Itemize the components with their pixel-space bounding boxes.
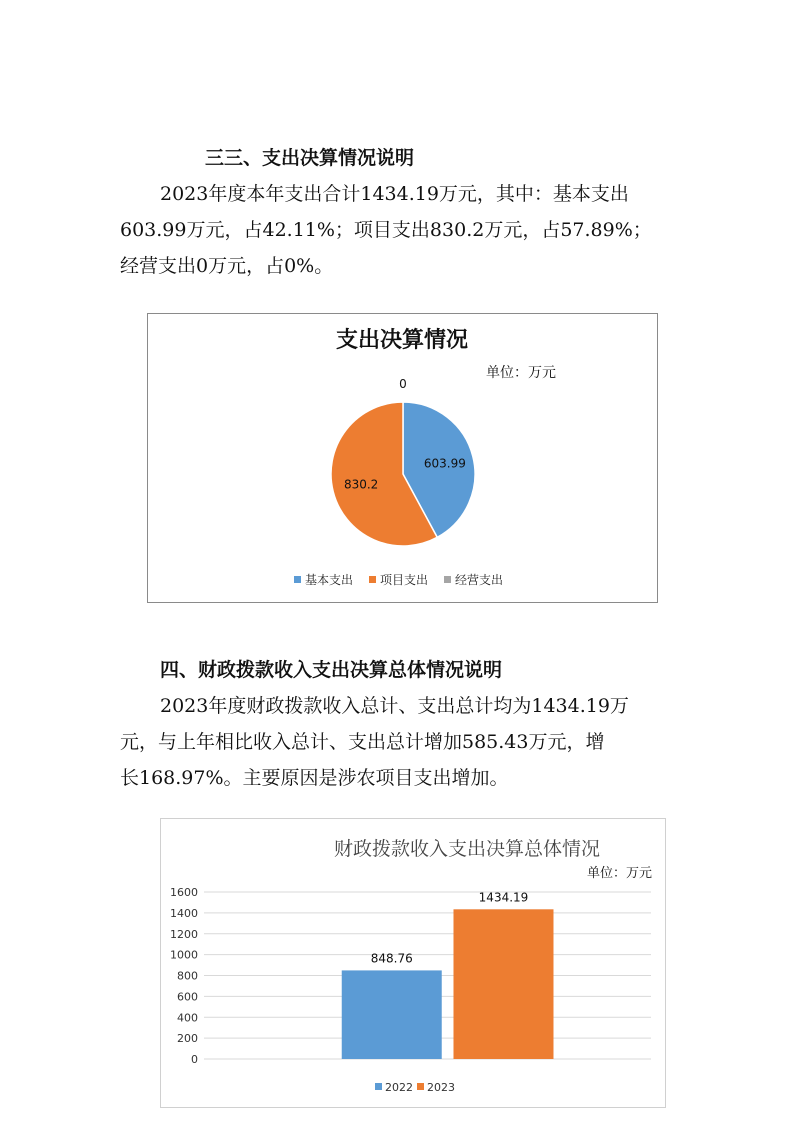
- paragraph-line: 603.99万元，占42.11%；项目支出830.2万元，占57.89%；: [120, 219, 652, 241]
- legend-swatch: [369, 576, 376, 583]
- y-tick-label: 1600: [170, 886, 198, 899]
- bar-chart-unit: 单位：万元: [587, 866, 653, 881]
- y-tick-label: 400: [177, 1011, 198, 1025]
- y-tick-label: 800: [177, 969, 198, 983]
- bar-chart-container: [160, 818, 666, 1108]
- pie-chart-container: [147, 313, 658, 603]
- paragraph-line: 元，与上年相比收入总计、支出总计增加585.43万元，增: [120, 731, 605, 753]
- section-heading-expenditure: 三三、支出决算情况说明: [205, 147, 415, 169]
- legend-label: 项目支出: [380, 573, 429, 587]
- pie-chart-title: 支出决算情况: [335, 328, 469, 353]
- y-tick-label: 1400: [170, 906, 198, 920]
- pie-data-label: 830.2: [343, 477, 379, 492]
- y-tick-label: 600: [177, 990, 198, 1004]
- legend-swatch: [444, 576, 451, 583]
- bar-data-label: 848.76: [370, 951, 413, 966]
- y-tick-label: 1000: [170, 948, 198, 962]
- section-heading-fiscal: 四、财政拨款收入支出决算总体情况说明: [160, 659, 503, 681]
- legend-label: 2023: [427, 1081, 455, 1094]
- paragraph-line: 2023年度本年支出合计1434.19万元，其中：基本支出: [160, 183, 629, 205]
- bar-chart: [161, 819, 665, 1107]
- y-tick-label: 0: [191, 1053, 198, 1066]
- bar-chart-title: 财政拨款收入支出决算总体情况: [333, 838, 601, 860]
- legend-swatch: [294, 576, 301, 583]
- y-tick-label: 1200: [170, 927, 198, 941]
- legend-swatch: [375, 1083, 382, 1090]
- bar-data-label: 1434.19: [478, 890, 529, 905]
- legend-label: 经营支出: [455, 573, 504, 587]
- bar-2022: [342, 970, 442, 1059]
- pie-data-label: 603.99: [423, 456, 466, 471]
- legend-label: 2022: [385, 1081, 413, 1094]
- paragraph-line: 长168.97%。主要原因是涉农项目支出增加。: [120, 767, 509, 789]
- pie-chart: [148, 314, 657, 602]
- paragraph-line: 经营支出0万元，占0%。: [120, 255, 334, 277]
- paragraph-line: 2023年度财政拨款收入总计、支出总计均为1434.19万: [160, 695, 629, 717]
- bar-2023: [453, 909, 553, 1059]
- legend-label: 基本支出: [305, 573, 354, 587]
- y-tick-label: 200: [177, 1032, 198, 1046]
- pie-chart-unit: 单位：万元: [486, 365, 556, 381]
- legend-swatch: [417, 1083, 424, 1090]
- pie-data-label: 0: [399, 377, 407, 391]
